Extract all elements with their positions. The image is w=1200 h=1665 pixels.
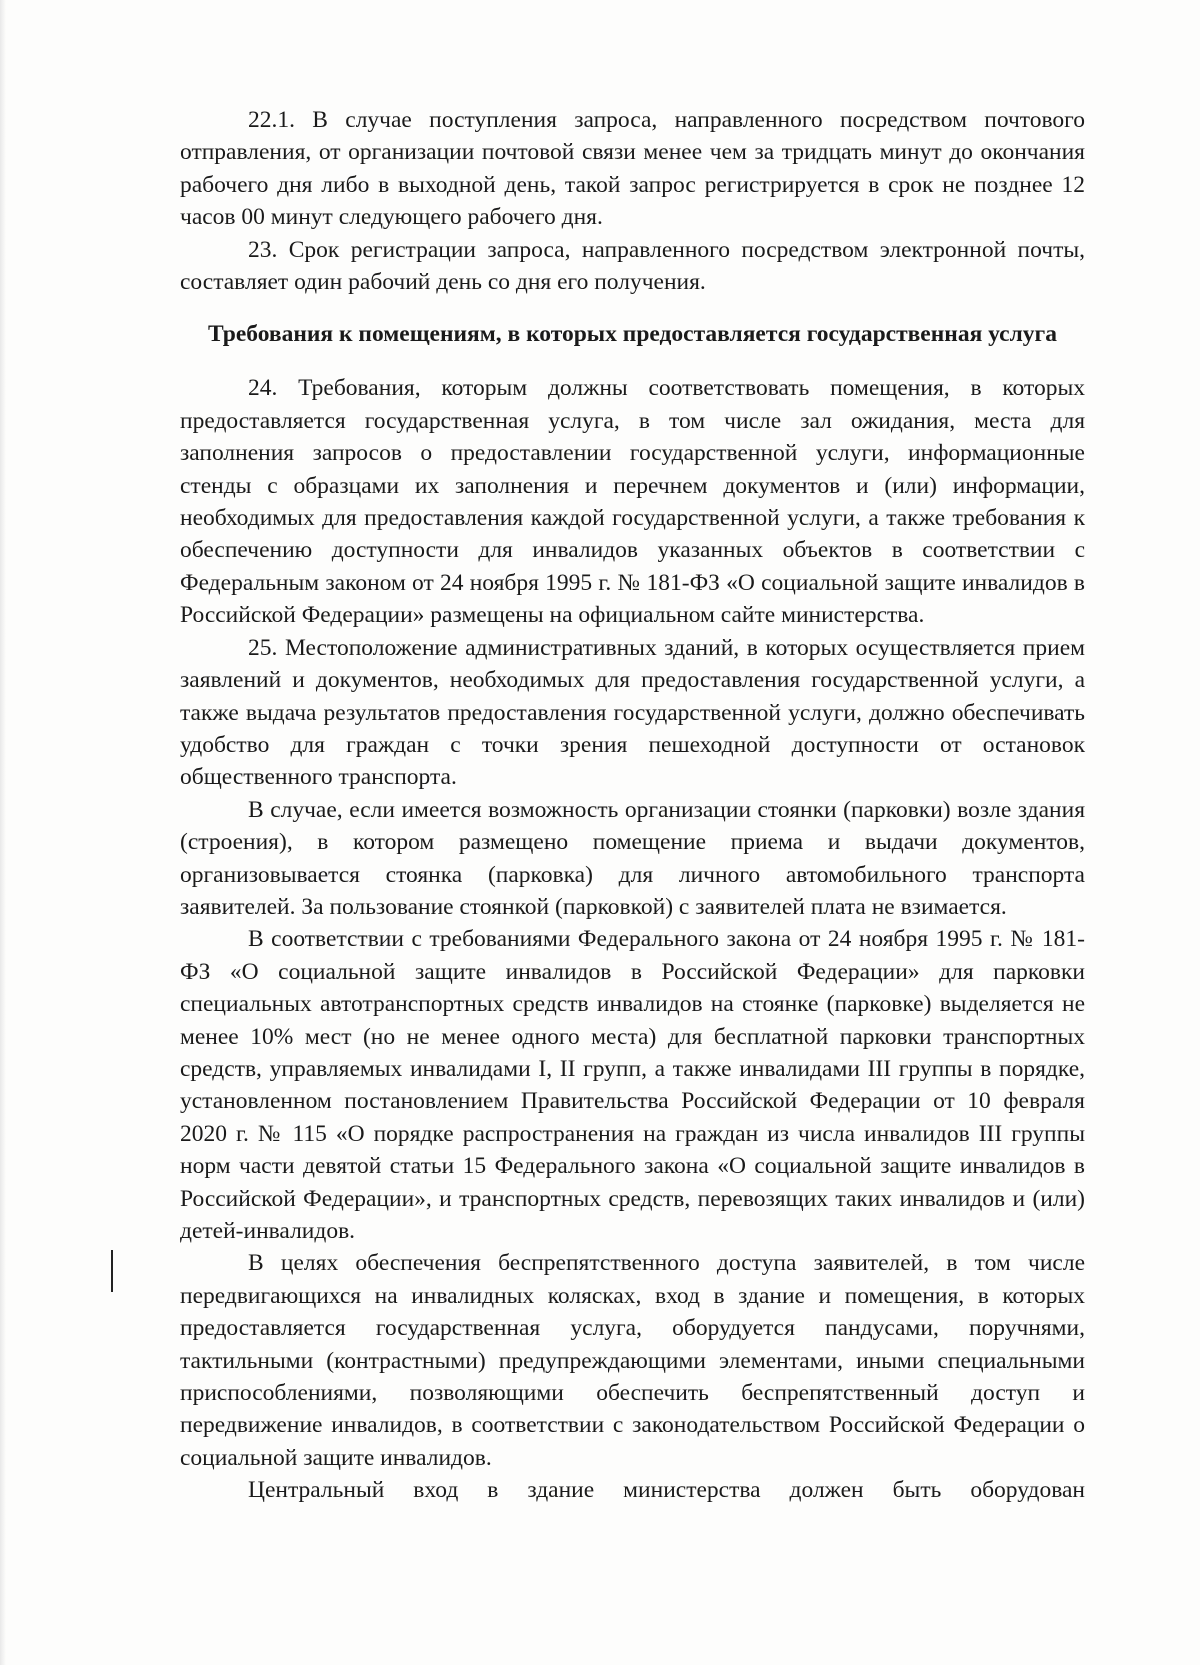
- margin-mark: [111, 1250, 113, 1292]
- paragraph-central-entrance: Центральный вход в здание министерства должен быть оборудован: [248, 1477, 1085, 1504]
- section-heading: Требования к помещениям, в которых предоставляется государственная услуга: [208, 321, 1057, 348]
- paragraph-22-1: 22.1. В случае поступления запроса, направленного посредством почтового отправления, от организации почтовой связи менее чем за тридцать минут до окончания рабочего дня либо в выходной день, такой запрос регистрируется в срок не позднее 12 часов 00 минут следующего рабочего дня.: [180, 107, 1085, 231]
- document-body: [180, 104, 1085, 1507]
- paragraph-accessibility: В целях обеспечения беспрепятственного доступа заявителей, в том числе передвигающихся на инвалидных колясках, вход в здание и помещения, в которых предоставляется государственная услуга, оборудуется пандусами, поручнями, тактильными (контрастными) предупреждающими элементами, иными специальными приспособлениями, позволяющими обеспечить беспрепятственный доступ и передвижение инвалидов, в соответствии с законодательством Российской Федерации о социальной защите инвалидов.: [180, 1250, 1085, 1471]
- paragraph-disabled-parking: В соответствии с требованиями Федерального закона от 24 ноября 1995 г. № 181-ФЗ «О социальной защите инвалидов в Российской Федерации» для парковки специальных автотранспортных средств инвалидов на стоянке (парковке) выделяется не менее 10% мест (но не менее одного места) для бесплатной парковки транспортных средств, управляемых инвалидами I, II групп, а также инвалидами III группы в порядке, установленном постановлением Правительства Российской Федерации от 10 февраля 2020 г. № 115 «О порядке распространения на граждан из числа инвалидов III группы норм части девятой статьи 15 Федерального закона «О социальной защите инвалидов в Российской Федерации», и транспортных средств, перевозящих таких инвалидов и (или) детей-инвалидов.: [180, 926, 1085, 1244]
- paragraph-24: 24. Требования, которым должны соответствовать помещения, в которых предоставляется государственная услуга, в том числе зал ожидания, места для заполнения запросов о предоставлении государственной услуги, информационные стенды с образцами их заполнения и перечнем документов и (или) информации, необходимых для предоставления каждой государственной услуги, а также требования к обеспечению доступности для инвалидов указанных объектов в соответствии с Федеральным законом от 24 ноября 1995 г. № 181-ФЗ «О социальной защите инвалидов в Российской Федерации» размещены на официальном сайте министерства.: [180, 375, 1085, 629]
- paragraph-25: 25. Местоположение административных зданий, в которых осуществляется прием заявлений и документов, необходимых для предоставления государственной услуги, а также выдача результатов предоставления государственной услуги, должно обеспечивать удобство для граждан с точки зрения пешеходной доступности от остановок общественного транспорта.: [180, 634, 1085, 791]
- paragraph-23: 23. Срок регистрации запроса, направленного посредством электронной почты, составляет один рабочий день со дня его получения.: [180, 236, 1085, 296]
- page-edge-shadow: [0, 0, 6, 1665]
- paragraph-parking: В случае, если имеется возможность организации стоянки (парковки) возле здания (строения), в котором размещено помещение приема и выдачи документов, организовывается стоянка (парковка) для личного автомобильного транспорта заявителей. За пользование стоянкой (парковкой) с заявителей плата не взимается.: [180, 796, 1085, 920]
